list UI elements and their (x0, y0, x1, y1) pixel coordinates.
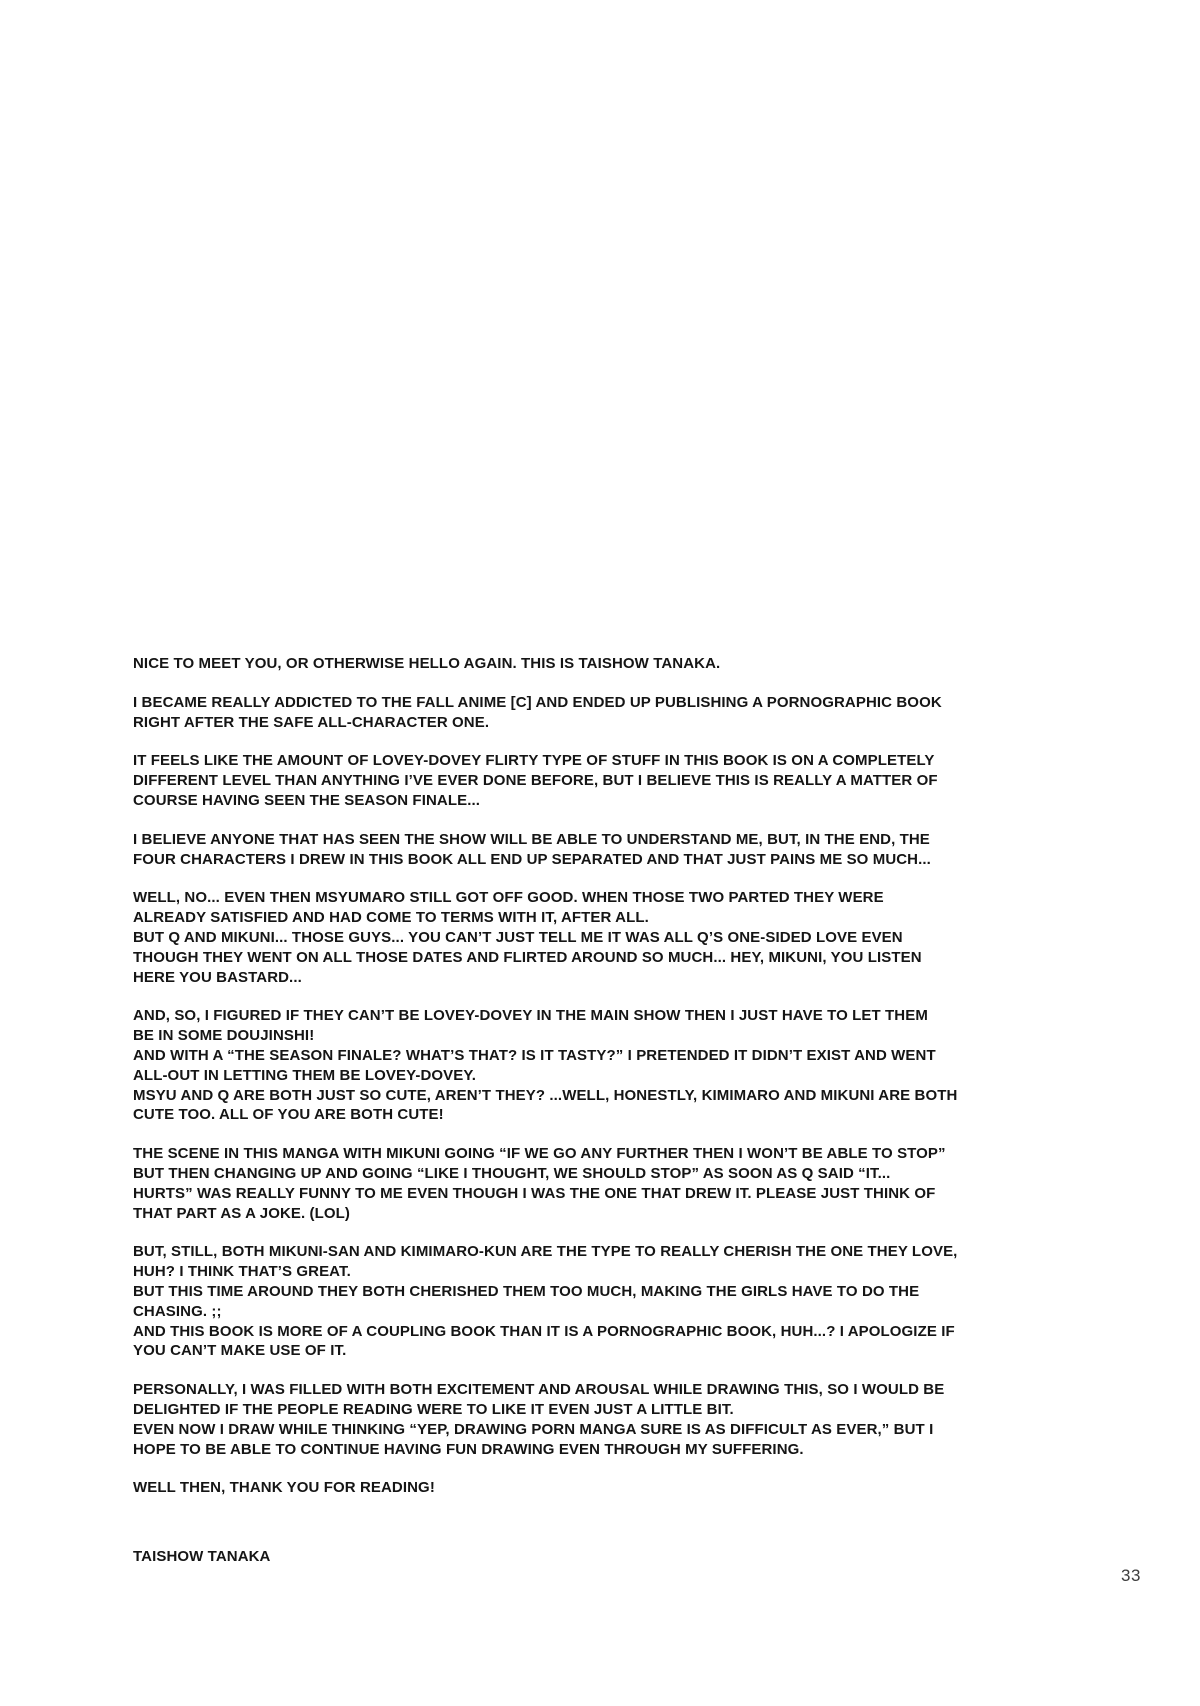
afterword-paragraph (133, 1380, 1093, 1459)
afterword-line: COURSE HAVING SEEN THE SEASON FINALE... (133, 791, 480, 809)
afterword-line: PERSONALLY, I WAS FILLED WITH BOTH EXCITEMENT AND AROUSAL WHILE DRAWING THIS, SO I WOULD BE (133, 1381, 945, 1399)
afterword-paragraph (133, 654, 1093, 674)
afterword-line: I BELIEVE ANYONE THAT HAS SEEN THE SHOW WILL BE ABLE TO UNDERSTAND ME, BUT, IN THE END, THE (133, 830, 930, 848)
page-number: 33 (1121, 1566, 1141, 1585)
afterword-line: ALREADY SATISFIED AND HAD COME TO TERMS WITH IT, AFTER ALL. (133, 909, 649, 927)
afterword-line: FOUR CHARACTERS I DREW IN THIS BOOK ALL END UP SEPARATED AND THAT JUST PAINS ME SO MUCH... (133, 850, 931, 868)
afterword-line: CHASING. ;; (133, 1302, 222, 1320)
afterword-paragraph (133, 693, 1093, 733)
afterword-line: BUT THEN CHANGING UP AND GOING “LIKE I THOUGHT, WE SHOULD STOP” AS SOON AS Q SAID “IT... (133, 1164, 891, 1182)
afterword-line: HERE YOU BASTARD... (133, 968, 302, 986)
afterword-paragraph (133, 888, 1093, 987)
afterword-line: BUT THIS TIME AROUND THEY BOTH CHERISHED THEM TOO MUCH, MAKING THE GIRLS HAVE TO DO THE (133, 1282, 920, 1300)
afterword-paragraph (133, 1144, 1093, 1223)
afterword-paragraph (133, 751, 1093, 810)
afterword-line: IT FEELS LIKE THE AMOUNT OF LOVEY-DOVEY FLIRTY TYPE OF STUFF IN THIS BOOK IS ON A COMPLETELY (133, 752, 935, 770)
afterword-paragraph (133, 1242, 1093, 1361)
afterword-line: BUT, STILL, BOTH MIKUNI-SAN AND KIMIMARO-KUN ARE THE TYPE TO REALLY CHERISH THE ONE THEY LOVE, (133, 1243, 958, 1261)
afterword-line: WELL, NO... EVEN THEN MSYUMARO STILL GOT OFF GOOD. WHEN THOSE TWO PARTED THEY WERE (133, 889, 884, 907)
afterword-paragraphs (133, 654, 1093, 1498)
afterword-line: ALL-OUT IN LETTING THEM BE LOVEY-DOVEY. (133, 1066, 477, 1084)
afterword-text-block (133, 654, 1093, 1567)
afterword-line: BUT Q AND MIKUNI... THOSE GUYS... YOU CAN’T JUST TELL ME IT WAS ALL Q’S ONE-SIDED LOVE EVEN (133, 928, 903, 946)
afterword-line: AND WITH A “THE SEASON FINALE? WHAT’S THAT? IS IT TASTY?” I PRETENDED IT DIDN’T EXIST AND WENT (133, 1046, 936, 1064)
afterword-line: THAT PART AS A JOKE. (LOL) (133, 1204, 351, 1222)
afterword-line: YOU CAN’T MAKE USE OF IT. (133, 1342, 347, 1360)
afterword-line: EVEN NOW I DRAW WHILE THINKING “YEP, DRAWING PORN MANGA SURE IS AS DIFFICULT AS EVER,” BUT I (133, 1420, 934, 1438)
afterword-line: NICE TO MEET YOU, OR OTHERWISE HELLO AGAIN. THIS IS TAISHOW TANAKA. (133, 655, 721, 672)
afterword-line: RIGHT AFTER THE SAFE ALL-CHARACTER ONE. (133, 713, 490, 731)
afterword-paragraph (133, 830, 1093, 870)
afterword-line: MSYU AND Q ARE BOTH JUST SO CUTE, AREN’T THEY? ...WELL, HONESTLY, KIMIMARO AND MIKUNI ARE BOTH (133, 1086, 958, 1104)
afterword-line: AND, SO, I FIGURED IF THEY CAN’T BE LOVEY-DOVEY IN THE MAIN SHOW THEN I JUST HAVE TO LET THEM (133, 1007, 928, 1025)
afterword-line: DELIGHTED IF THE PEOPLE READING WERE TO LIKE IT EVEN JUST A LITTLE BIT. (133, 1400, 734, 1418)
afterword-line: HURTS” WAS REALLY FUNNY TO ME EVEN THOUGH I WAS THE ONE THAT DREW IT. PLEASE JUST THINK OF (133, 1184, 936, 1202)
afterword-line: WELL THEN, THANK YOU FOR READING! (133, 1479, 435, 1497)
afterword-line: HOPE TO BE ABLE TO CONTINUE HAVING FUN DRAWING EVEN THROUGH MY SUFFERING. (133, 1440, 804, 1458)
author-signature: TAISHOW TANAKA (133, 1548, 271, 1566)
afterword-line: THOUGH THEY WENT ON ALL THOSE DATES AND FLIRTED AROUND SO MUCH... HEY, MIKUNI, YOU LISTEN (133, 948, 922, 966)
afterword-paragraph (133, 1006, 1093, 1125)
afterword-line: DIFFERENT LEVEL THAN ANYTHING I’VE EVER DONE BEFORE, BUT I BELIEVE THIS IS REALLY A MATTER OF (133, 772, 938, 790)
afterword-line: THE SCENE IN THIS MANGA WITH MIKUNI GOING “IF WE GO ANY FURTHER THEN I WON’T BE ABLE TO STOP” (133, 1145, 946, 1163)
afterword-line: I BECAME REALLY ADDICTED TO THE FALL ANIME [C] AND ENDED UP PUBLISHING A PORNOGRAPHIC BOOK (133, 693, 942, 711)
afterword-line: HUH? I THINK THAT’S GREAT. (133, 1263, 351, 1281)
afterword-paragraph (133, 1478, 1093, 1498)
afterword-line: AND THIS BOOK IS MORE OF A COUPLING BOOK THAN IT IS A PORNOGRAPHIC BOOK, HUH...? I APOLOGIZE IF (133, 1322, 955, 1340)
afterword-line: BE IN SOME DOUJINSHI! (133, 1027, 315, 1045)
afterword-line: CUTE TOO. ALL OF YOU ARE BOTH CUTE! (133, 1106, 444, 1124)
